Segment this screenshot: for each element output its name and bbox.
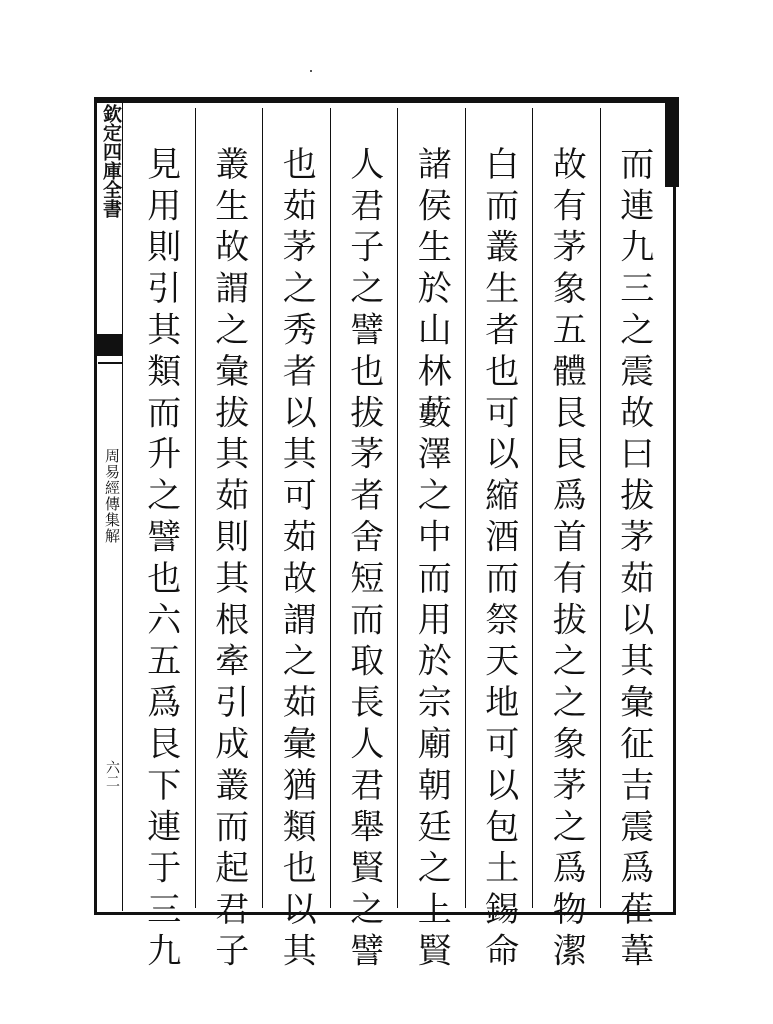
text-column-7	[195, 108, 263, 974]
column-text: 見用則引其類而升之譬也六五爲艮下連于三九	[140, 146, 181, 974]
text-column-3	[465, 108, 533, 974]
column-text: 故有茅象五體艮艮爲首有拔之之象茅之爲物潔	[546, 146, 587, 974]
text-column-1	[600, 108, 668, 974]
column-text: 白而叢生者也可以縮酒而祭天地可以包土錫命	[478, 146, 519, 974]
text-column-6	[262, 108, 330, 974]
column-text: 人君子之譬也拔茅者舍短而取長人君舉賢之譬	[343, 146, 384, 974]
text-column-2	[532, 108, 600, 974]
fishtail-mark-icon	[97, 334, 123, 356]
text-columns	[127, 108, 667, 974]
column-text: 也茹茅之秀者以其可茹故謂之茹彙猶類也以其	[276, 146, 317, 974]
collection-title: 欽定四庫全書	[100, 104, 122, 218]
column-text: 叢生故謂之彙拔其茹則其根牽引成叢而起君子	[208, 146, 249, 974]
frame-corner-bar	[665, 97, 679, 187]
page-number: 六二	[104, 760, 120, 788]
text-column-4	[397, 108, 465, 974]
speck	[310, 70, 312, 72]
book-title: 周易經傳集解	[103, 448, 121, 544]
column-text: 而連九三之震故曰拔茅茹以其彙征吉震爲萑葦	[613, 146, 654, 974]
fishtail-lower-icon	[98, 356, 122, 364]
text-column-5	[330, 108, 398, 974]
text-column-8	[127, 108, 195, 974]
column-text: 諸侯生於山林藪澤之中而用於宗廟朝廷之上賢	[411, 146, 452, 974]
